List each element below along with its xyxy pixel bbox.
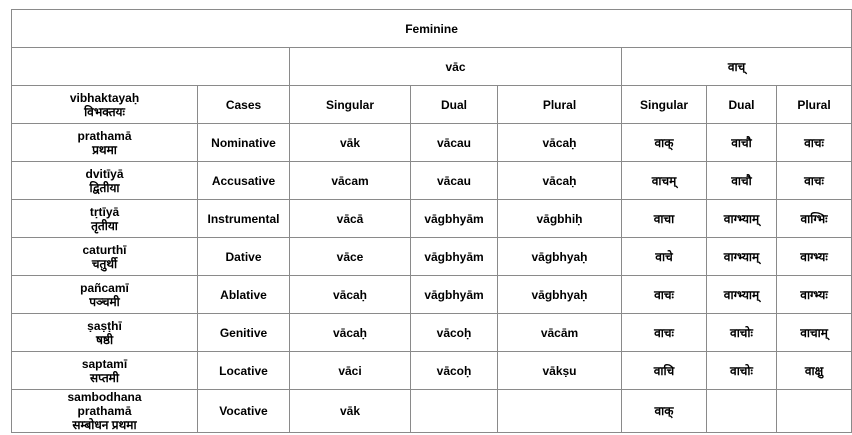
vibhakti-latin: prathamā bbox=[77, 128, 132, 143]
vibhakti-devanagari: प्रथमा bbox=[92, 142, 117, 157]
form-latin-singular: vāk bbox=[290, 390, 411, 433]
form-devanagari-dual: वाचौ bbox=[707, 124, 777, 162]
vibhakti-latin-2: prathamā bbox=[77, 404, 132, 418]
form-devanagari-plural: वाग्भिः bbox=[777, 200, 852, 238]
singular-latin-header: Singular bbox=[290, 86, 411, 124]
form-devanagari-singular: वाचे bbox=[622, 238, 707, 276]
form-devanagari-dual: वाचौ bbox=[707, 162, 777, 200]
stem-devanagari-header: वाच् bbox=[622, 48, 852, 86]
form-devanagari-dual: वाचोः bbox=[707, 352, 777, 390]
form-devanagari-singular: वाचः bbox=[622, 276, 707, 314]
case-name: Instrumental bbox=[198, 200, 290, 238]
form-devanagari-plural: वाचः bbox=[777, 124, 852, 162]
vibhakti-latin: tṛtīyā bbox=[89, 204, 120, 219]
form-devanagari-plural: वाग्भ्यः bbox=[777, 238, 852, 276]
table-row bbox=[12, 314, 852, 352]
form-devanagari-dual: वाचोः bbox=[707, 314, 777, 352]
form-latin-singular: vācam bbox=[290, 162, 411, 200]
form-devanagari-plural: वाचः bbox=[777, 162, 852, 200]
vibhakti-cell bbox=[12, 200, 198, 238]
vibhakti-cell bbox=[12, 276, 198, 314]
form-latin-dual: vācoḥ bbox=[411, 352, 498, 390]
table-row bbox=[12, 162, 852, 200]
vibhakti-header-devanagari: विभक्तयः bbox=[84, 104, 125, 119]
vibhakti-cell bbox=[12, 390, 198, 433]
form-devanagari-plural: वाचाम् bbox=[777, 314, 852, 352]
form-latin-singular: vāci bbox=[290, 352, 411, 390]
cases-header: Cases bbox=[198, 86, 290, 124]
vibhakti-devanagari: पञ्चमी bbox=[89, 294, 120, 309]
form-latin-plural: vāgbhyaḥ bbox=[498, 276, 622, 314]
form-devanagari-plural: वाग्भ्यः bbox=[777, 276, 852, 314]
form-latin-plural: vāgbhiḥ bbox=[498, 200, 622, 238]
table-row bbox=[12, 124, 852, 162]
case-name: Ablative bbox=[198, 276, 290, 314]
singular-devanagari-header: Singular bbox=[622, 86, 707, 124]
vibhakti-devanagari: तृतीया bbox=[91, 218, 118, 233]
form-devanagari-singular: वाचि bbox=[622, 352, 707, 390]
table-row bbox=[12, 238, 852, 276]
form-latin-dual: vācau bbox=[411, 124, 498, 162]
form-latin-dual: vācau bbox=[411, 162, 498, 200]
vibhakti-devanagari: चतुर्थी bbox=[91, 256, 118, 271]
stem-latin-header: vāc bbox=[290, 48, 622, 86]
form-latin-dual bbox=[411, 390, 498, 433]
vibhakti-cell bbox=[12, 162, 198, 200]
declension-table bbox=[11, 9, 852, 433]
vibhakti-latin: pañcamī bbox=[80, 280, 129, 295]
form-latin-plural: vācām bbox=[498, 314, 622, 352]
form-devanagari-singular: वाचा bbox=[622, 200, 707, 238]
form-latin-singular: vāk bbox=[290, 124, 411, 162]
vibhakti-devanagari: सप्तमी bbox=[90, 370, 119, 385]
vibhakti-cell bbox=[12, 238, 198, 276]
form-latin-singular: vāce bbox=[290, 238, 411, 276]
form-latin-plural: vācaḥ bbox=[498, 124, 622, 162]
vibhakti-devanagari: द्वितीया bbox=[89, 180, 120, 195]
form-devanagari-singular: वाक् bbox=[622, 124, 707, 162]
form-devanagari-singular: वाक् bbox=[622, 390, 707, 433]
form-latin-plural: vāgbhyaḥ bbox=[498, 238, 622, 276]
vibhakti-cell bbox=[12, 124, 198, 162]
form-devanagari-plural bbox=[777, 390, 852, 433]
form-devanagari-plural: वाक्षु bbox=[777, 352, 852, 390]
table-row bbox=[12, 390, 852, 433]
form-latin-singular: vācaḥ bbox=[290, 276, 411, 314]
case-name: Nominative bbox=[198, 124, 290, 162]
form-devanagari-dual: वाग्भ्याम् bbox=[707, 276, 777, 314]
vibhakti-devanagari: सम्बोधन प्रथमा bbox=[72, 418, 137, 432]
case-name: Genitive bbox=[198, 314, 290, 352]
vibhakti-cell bbox=[12, 314, 198, 352]
form-devanagari-singular: वाचः bbox=[622, 314, 707, 352]
form-devanagari-singular: वाचम् bbox=[622, 162, 707, 200]
case-name: Accusative bbox=[198, 162, 290, 200]
table-title: Feminine bbox=[12, 10, 852, 48]
form-latin-dual: vācoḥ bbox=[411, 314, 498, 352]
table-row bbox=[12, 352, 852, 390]
declension-table-wrapper bbox=[11, 9, 852, 433]
form-devanagari-dual: वाग्भ्याम् bbox=[707, 238, 777, 276]
form-devanagari-dual bbox=[707, 390, 777, 433]
form-latin-plural bbox=[498, 390, 622, 433]
table-row bbox=[12, 200, 852, 238]
empty-header-cell bbox=[12, 48, 290, 86]
case-name: Locative bbox=[198, 352, 290, 390]
form-latin-dual: vāgbhyām bbox=[411, 276, 498, 314]
plural-latin-header: Plural bbox=[498, 86, 622, 124]
case-name: Dative bbox=[198, 238, 290, 276]
case-name: Vocative bbox=[198, 390, 290, 433]
form-latin-dual: vāgbhyām bbox=[411, 200, 498, 238]
form-devanagari-dual: वाग्भ्याम् bbox=[707, 200, 777, 238]
form-latin-plural: vākṣu bbox=[498, 352, 622, 390]
vibhakti-latin: saptamī bbox=[81, 356, 128, 371]
dual-latin-header: Dual bbox=[411, 86, 498, 124]
vibhakti-cell bbox=[12, 352, 198, 390]
vibhakti-latin: dvitīyā bbox=[85, 166, 124, 181]
vibhakti-header-latin: vibhaktayaḥ bbox=[69, 90, 140, 105]
form-latin-singular: vācā bbox=[290, 200, 411, 238]
form-latin-singular: vācaḥ bbox=[290, 314, 411, 352]
plural-devanagari-header: Plural bbox=[777, 86, 852, 124]
form-latin-plural: vācaḥ bbox=[498, 162, 622, 200]
table-row bbox=[12, 276, 852, 314]
vibhakti-header bbox=[12, 86, 198, 124]
vibhakti-latin: ṣaṣṭhī bbox=[87, 318, 122, 333]
vibhakti-devanagari: षष्ठी bbox=[95, 332, 114, 347]
vibhakti-latin: caturthī bbox=[82, 242, 127, 257]
dual-devanagari-header: Dual bbox=[707, 86, 777, 124]
vibhakti-latin: sambodhana bbox=[67, 390, 142, 404]
form-latin-dual: vāgbhyām bbox=[411, 238, 498, 276]
